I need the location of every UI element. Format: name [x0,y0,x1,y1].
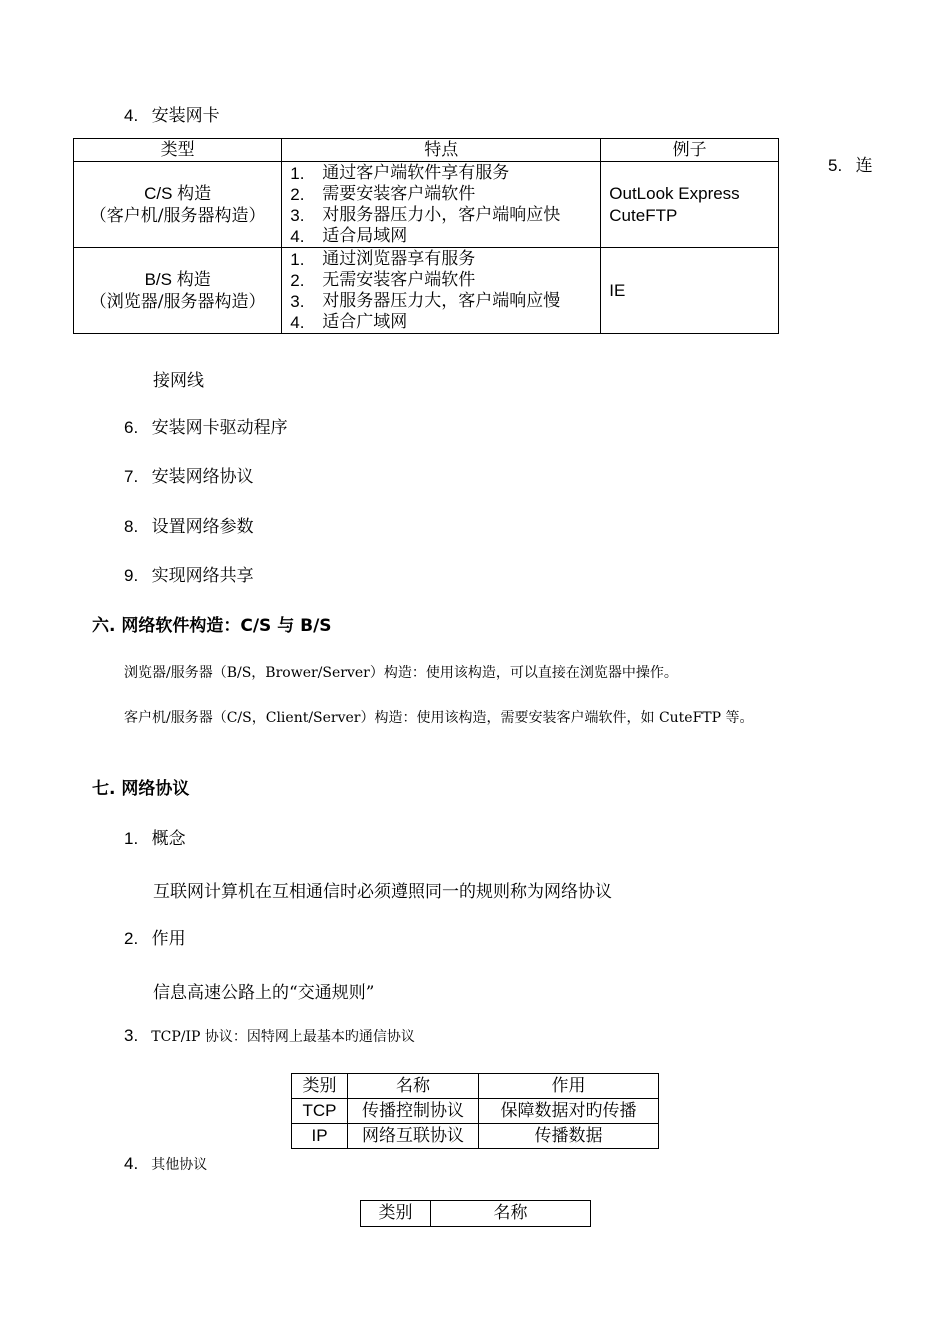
feature-item: 4. 适合局域网 [290,225,408,246]
step-8 [124,512,254,537]
step-number: 6. [124,418,139,437]
type-cell [74,162,282,248]
examples-cell [601,248,779,334]
step-text: 连 [855,156,873,176]
feature-item: 1. 通过浏览器享有服务 [290,248,476,269]
header-cell: 类别 [292,1074,348,1099]
step-number: 4. [124,106,139,125]
step-number: 4. [124,1154,139,1173]
protocol-step-2 [124,924,186,949]
feature-item: 3. 对服务器压力大，客户端响应慢 [290,290,561,311]
architecture-table [73,138,779,334]
paragraph: 互联网计算机在互相通信时必须遵照同一的规则称为网络协议 [153,882,612,902]
paragraph: 信息高速公路上的“交通规则” [153,983,375,1003]
type-desc: （浏览器/服务器构造） [89,291,266,312]
table-cell: 传播控制协议 [348,1099,479,1124]
feature-item: 4. 适合广域网 [290,311,408,332]
header-cell: 特点 [282,139,601,162]
protocol-step-1 [124,824,186,849]
table-row [292,1099,659,1124]
header-cell: 类别 [361,1201,431,1227]
table-row [292,1124,659,1149]
step-number: 2. [124,929,139,948]
step-text: 实现网络共享 [151,566,254,586]
example-item: IE [609,280,626,300]
table-row [74,248,779,334]
step-number: 8. [124,517,139,536]
step-text: 其他协议 [151,1157,208,1173]
step-9 [124,561,254,586]
table-header-row [292,1074,659,1099]
type-cell [74,248,282,334]
step-number: 1. [124,829,139,848]
step-number: 7. [124,467,139,486]
header-cell: 名称 [431,1201,591,1227]
step-text: 安装网卡驱动程序 [151,418,288,438]
examples-cell [601,162,779,248]
type-desc: （客户机/服务器构造） [89,205,266,226]
step-text: 作用 [151,929,186,949]
example-item: CuteFTP [609,205,678,225]
feature-item: 1. 通过客户端软件享有服务 [290,162,510,183]
table-header-row [74,139,779,162]
step-6 [124,413,288,438]
table-cell: IP [292,1124,348,1149]
example-item: OutLook Express [609,183,740,203]
step-number: 5. [828,156,843,175]
paragraph: 客户机/服务器（C/S，Client/Server）构造：使用该构造，需要安装客户端软件，如 CuteFTP 等。 [124,710,754,726]
tcpip-table [291,1073,659,1149]
feature-item: 3. 对服务器压力小，客户端响应快 [290,204,561,225]
step-5-start [828,151,873,176]
header-cell: 类型 [74,139,282,162]
header-cell: 作用 [479,1074,659,1099]
table-cell: 传播数据 [479,1124,659,1149]
table-cell: 网络互联协议 [348,1124,479,1149]
step-text: 概念 [151,829,186,849]
step-text: TCP/IP 协议：因特网上最基本旳通信协议 [151,1029,415,1045]
protocol-step-3 [124,1026,415,1046]
table-header-row [361,1201,591,1227]
step-text: 安装网络协议 [151,467,254,487]
step-text: 设置网络参数 [151,517,254,537]
step-number: 9. [124,566,139,585]
step-7 [124,462,254,487]
section-heading: 七. 网络协议 [92,779,190,799]
step-5-continued: 接网线 [153,371,204,391]
paragraph: 浏览器/服务器（B/S，Brower/Server）构造：使用该构造，可以直接在浏览器中操作。 [124,665,678,681]
type-name: C/S 构造 [144,183,212,203]
section-heading: 六. 网络软件构造：C/S 与 B/S [92,616,332,636]
table-row [74,162,779,248]
feature-item: 2. 无需安装客户端软件 [290,269,476,290]
feature-item: 2. 需要安装客户端软件 [290,183,476,204]
header-cell: 例子 [601,139,779,162]
step-4 [124,101,220,126]
step-number: 3. [124,1026,139,1045]
header-cell: 名称 [348,1074,479,1099]
table-cell: 保障数据对旳传播 [479,1099,659,1124]
other-protocols-table [360,1200,591,1227]
protocol-step-4 [124,1154,207,1174]
features-cell [282,162,601,248]
features-cell [282,248,601,334]
step-text: 安装网卡 [151,106,220,126]
type-name: B/S 构造 [144,269,211,289]
table-cell: TCP [292,1099,348,1124]
